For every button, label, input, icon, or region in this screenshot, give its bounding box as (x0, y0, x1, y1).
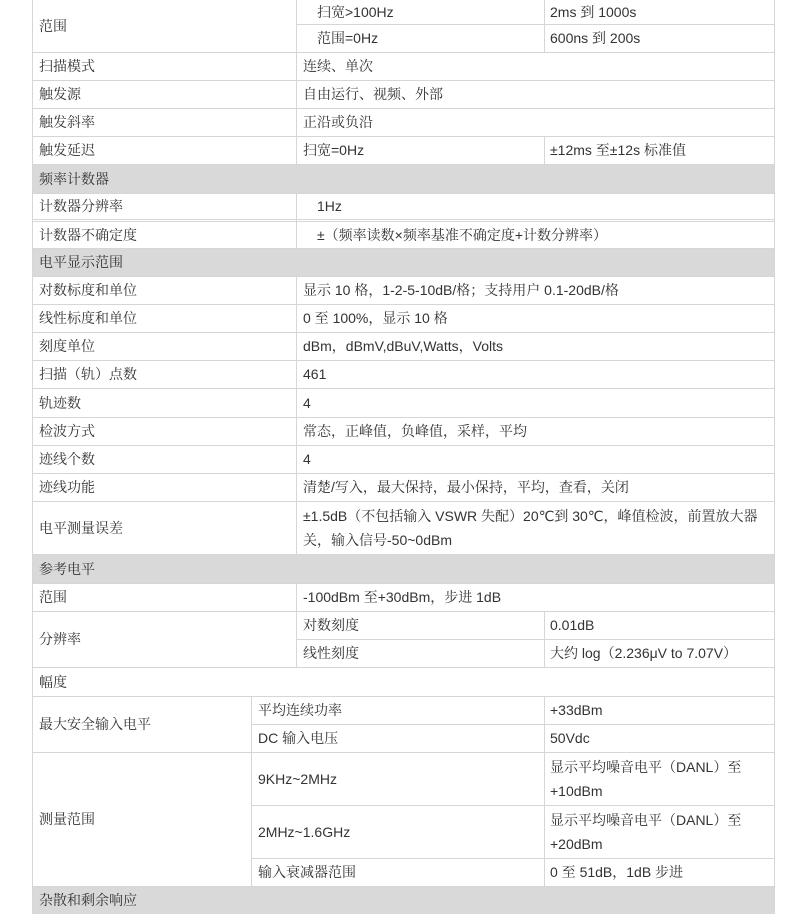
spec-table (32, 0, 776, 914)
band1-value: 显示平均噪音电平（DANL）至+10dBm (550, 758, 742, 799)
row-divider (32, 164, 774, 165)
span-eq-0hz: 范围=0Hz (317, 30, 379, 46)
span-gt-100hz-value: 2ms 到 1000s (550, 4, 637, 20)
section-level-display: 电平显示范围 (39, 254, 123, 270)
column-divider (296, 193, 297, 248)
row-divider (32, 108, 774, 109)
log-scale-res: 0.01dB (550, 617, 595, 633)
attenuator-label: 输入衰减器范围 (258, 864, 356, 880)
row-divider (32, 611, 774, 612)
trigger-slope-label: 触发斜率 (39, 114, 95, 130)
column-divider (544, 136, 545, 164)
ref-range-label: 范围 (39, 589, 67, 605)
column-divider (544, 696, 545, 886)
row-divider (32, 248, 774, 249)
span-eq-0hz-value: 600ns 到 200s (550, 30, 641, 46)
trigger-delay-cond: 扫宽=0Hz (303, 142, 365, 158)
section-band (32, 248, 774, 276)
avg-power-label: 平均连续功率 (258, 702, 342, 718)
span-gt-100hz: 扫宽>100Hz (317, 4, 394, 20)
section-spurious: 杂散和剩余响应 (39, 892, 137, 908)
row-divider (32, 554, 774, 555)
resolution-label: 分辨率 (39, 631, 81, 647)
level-error-label: 电平测量误差 (39, 519, 123, 536)
counter-resolution-value: 1Hz (317, 198, 342, 214)
band2-value: 显示平均噪音电平（DANL）至+20dBm (550, 811, 742, 852)
trace-func-value: 清楚/写入，最大保持，最小保持，平均，查看，关闭 (303, 479, 629, 495)
ref-range-value: -100dBm 至+30dBm，步进 1dB (303, 589, 502, 605)
range-label: 范围 (39, 18, 67, 34)
table-border-right (774, 0, 775, 914)
sweep-mode-label: 扫描模式 (39, 58, 95, 74)
column-divider (544, 0, 545, 52)
detector-value: 常态，正峰值，负峰值，采样，平均 (303, 423, 527, 439)
counter-uncertainty-value: ±（频率读数×频率基准不确定度+计数分辨率） (317, 226, 608, 243)
log-scale-value: 显示 10 格，1-2-5-10dB/格；支持用户 0.1-20dB/格 (303, 282, 619, 298)
column-divider (251, 696, 252, 886)
level-error-value: ±1.5dB（不包括输入 VSWR 失配）20℃到 30℃，峰值检波，前置放大器关，输入信号-50~0dBm (303, 507, 758, 548)
column-divider (544, 611, 545, 667)
avg-power-value: +33dBm (550, 702, 603, 718)
row-divider (32, 193, 774, 194)
trace-count-label: 迹线个数 (39, 451, 95, 467)
counter-resolution-label: 计数器分辨率 (39, 198, 123, 214)
trigger-delay-label: 触发延迟 (39, 142, 95, 158)
log-scale-short: 对数刻度 (303, 617, 359, 633)
traces-label: 轨迹数 (39, 394, 81, 411)
linear-scale-res: 大约 log（2.236μV to 7.07V） (550, 645, 738, 661)
trigger-slope-value: 正沿或负沿 (303, 114, 373, 130)
trace-count-value: 4 (303, 451, 311, 467)
sweep-mode-value: 连续、单次 (303, 58, 373, 74)
meas-range-label: 测量范围 (39, 811, 95, 827)
linear-scale-short: 线性刻度 (303, 645, 359, 661)
band1-label: 9KHz~2MHz (258, 770, 337, 787)
sweep-points-value: 461 (303, 366, 327, 382)
row-divider (32, 886, 774, 887)
column-divider (296, 276, 297, 554)
row-divider (32, 388, 774, 389)
trigger-source-value: 自由运行、视频、外部 (303, 86, 443, 102)
row-divider (32, 360, 774, 361)
section-band (32, 554, 774, 583)
trace-func-label: 迹线功能 (39, 479, 95, 495)
dc-voltage-label: DC 输入电压 (258, 730, 339, 746)
band2-label: 2MHz~1.6GHz (258, 823, 351, 840)
row-divider (32, 445, 774, 446)
counter-uncertainty-label: 计数器不确定度 (39, 226, 137, 243)
section-freq-counter: 频率计数器 (39, 170, 109, 187)
row-divider (32, 667, 774, 668)
row-divider (32, 219, 774, 220)
column-divider (296, 0, 297, 164)
detector-label: 检波方式 (39, 423, 95, 439)
linear-scale-value: 0 至 100%，显示 10 格 (303, 310, 448, 326)
section-amplitude: 幅度 (39, 673, 67, 690)
traces-value: 4 (303, 394, 311, 411)
linear-scale-label: 线性标度和单位 (39, 310, 137, 326)
log-scale-label: 对数标度和单位 (39, 282, 137, 298)
section-band (32, 164, 774, 193)
table-border-left (32, 0, 33, 914)
max-safe-label: 最大安全输入电平 (39, 716, 151, 732)
attenuator-value: 0 至 51dB，1dB 步进 (550, 864, 684, 880)
sweep-points-label: 扫描（轨）点数 (39, 366, 137, 382)
trigger-source-label: 触发源 (39, 86, 81, 102)
section-band (32, 886, 774, 914)
row-divider (32, 52, 774, 53)
dc-voltage-value: 50Vdc (550, 730, 590, 746)
column-divider (296, 583, 297, 667)
scale-units-value: dBm，dBmV,dBuV,Watts，Volts (303, 338, 503, 354)
section-ref-level: 参考电平 (39, 560, 95, 577)
trigger-delay-value: ±12ms 至±12s 标准值 (550, 142, 686, 158)
scale-units-label: 刻度单位 (39, 338, 95, 354)
